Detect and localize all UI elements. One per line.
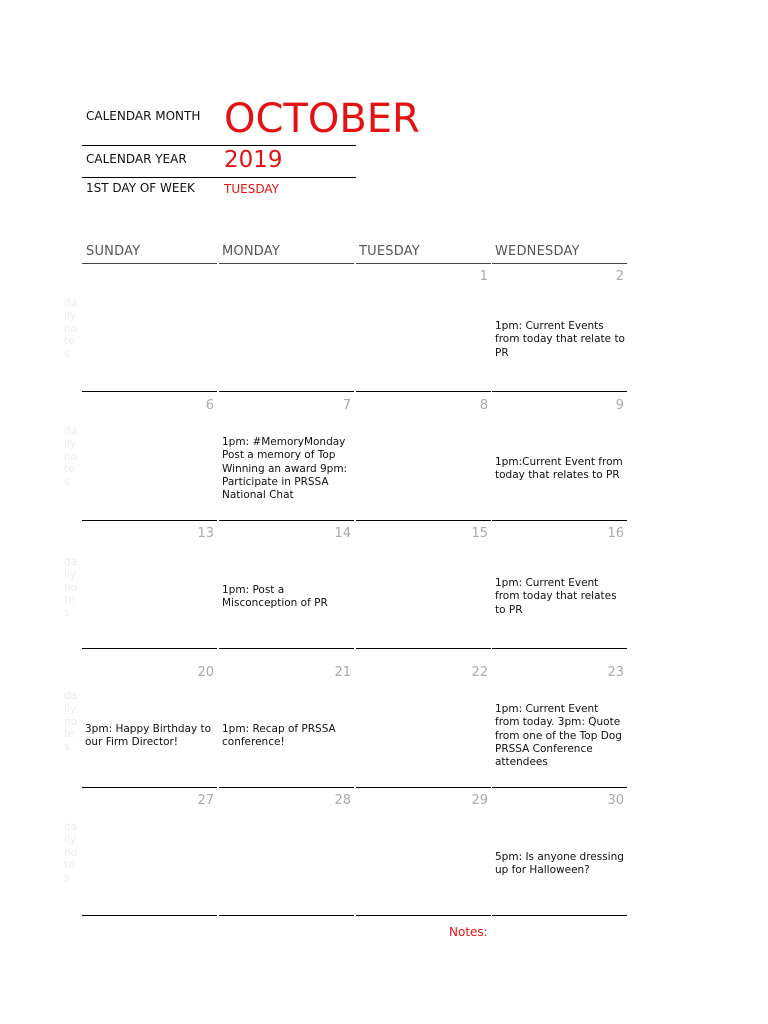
day-number: 15 — [471, 526, 488, 541]
cell-bottom-border — [492, 648, 627, 649]
first-day-of-week-label: 1ST DAY OF WEEK — [86, 181, 195, 195]
day-number: 7 — [342, 398, 351, 413]
calendar-day-cell[interactable] — [82, 264, 217, 392]
cell-bottom-border — [356, 915, 491, 916]
day-number: 8 — [479, 398, 488, 413]
day-number: 27 — [197, 793, 214, 808]
day-number: 22 — [471, 665, 488, 680]
notes-label: Notes: — [449, 925, 488, 939]
calendar-day-cell[interactable] — [219, 660, 354, 788]
day-header-2: TUESDAY — [359, 244, 420, 259]
event-text: 1pm:Current Event from today that relates to PR — [495, 456, 623, 482]
event-text: 1pm: Recap of PRSSA conference! — [222, 723, 336, 749]
calendar-month-value: OCTOBER — [224, 96, 420, 142]
calendar-day-cell[interactable] — [219, 393, 354, 521]
day-number: 20 — [197, 665, 214, 680]
day-number: 9 — [615, 398, 624, 413]
day-header-0: SUNDAY — [86, 244, 141, 259]
day-number: 21 — [334, 665, 351, 680]
calendar-day-cell[interactable] — [492, 521, 627, 649]
cell-bottom-border — [492, 915, 627, 916]
calendar-day-cell[interactable] — [356, 521, 491, 649]
event-text: 1pm: Current Event from today. 3pm: Quote from one of the Top Dog PRSSA Conference attendees — [495, 703, 622, 769]
calendar-day-cell[interactable] — [82, 393, 217, 521]
cell-bottom-border — [356, 391, 491, 392]
cell-bottom-border — [492, 391, 627, 392]
calendar-day-cell[interactable] — [219, 788, 354, 916]
calendar-day-cell[interactable] — [492, 393, 627, 521]
header-divider — [82, 177, 356, 178]
day-number: 2 — [615, 269, 624, 284]
cell-bottom-border — [219, 915, 354, 916]
header-divider — [82, 145, 356, 146]
event-text: 3pm: Happy Birthday to our Firm Director! — [85, 723, 212, 749]
day-header-1: MONDAY — [222, 244, 280, 259]
day-number: 16 — [607, 526, 624, 541]
calendar-day-cell[interactable] — [356, 393, 491, 521]
day-number: 28 — [334, 793, 351, 808]
daily-notes-side-label: daily notes — [64, 821, 78, 885]
calendar-day-cell[interactable] — [492, 660, 627, 788]
cell-bottom-border — [219, 391, 354, 392]
calendar-day-cell[interactable] — [356, 660, 491, 788]
calendar-day-cell[interactable] — [356, 788, 491, 916]
calendar-day-cell[interactable] — [82, 521, 217, 649]
daily-notes-side-label: daily notes — [64, 425, 78, 489]
calendar-day-cell[interactable] — [219, 521, 354, 649]
cell-bottom-border — [82, 915, 217, 916]
calendar-month-label: CALENDAR MONTH — [86, 109, 201, 123]
day-number: 1 — [479, 269, 488, 284]
calendar-day-cell[interactable] — [492, 788, 627, 916]
cell-bottom-border — [356, 648, 491, 649]
cell-bottom-border — [82, 391, 217, 392]
calendar-day-cell[interactable] — [82, 788, 217, 916]
event-text: 1pm: #MemoryMonday Post a memory of Top Winning an award 9pm: Participate in PRSSA National Chat — [222, 436, 348, 502]
event-text: 1pm: Current Event from today that relates to PR — [495, 577, 617, 616]
event-text: 5pm: Is anyone dressing up for Halloween? — [495, 851, 624, 877]
calendar-day-cell[interactable] — [219, 264, 354, 392]
daily-notes-side-label: daily notes — [64, 690, 78, 754]
event-text: 1pm: Post a Misconception of PR — [222, 584, 328, 610]
event-text: 1pm: Current Events from today that relate to PR — [495, 320, 625, 359]
day-number: 30 — [607, 793, 624, 808]
daily-notes-side-label: daily notes — [64, 297, 78, 361]
calendar-day-cell[interactable] — [356, 264, 491, 392]
calendar-day-cell[interactable] — [492, 264, 627, 392]
day-number: 29 — [471, 793, 488, 808]
day-number: 14 — [334, 526, 351, 541]
cell-bottom-border — [219, 648, 354, 649]
daily-notes-side-label: daily notes — [64, 556, 78, 620]
calendar-year-label: CALENDAR YEAR — [86, 152, 187, 166]
day-number: 13 — [197, 526, 214, 541]
calendar-day-cell[interactable] — [82, 660, 217, 788]
day-header-3: WEDNESDAY — [495, 244, 580, 259]
cell-bottom-border — [82, 648, 217, 649]
day-number: 23 — [607, 665, 624, 680]
day-number: 6 — [205, 398, 214, 413]
first-day-of-week-value: TUESDAY — [224, 182, 279, 196]
calendar-year-value: 2019 — [224, 147, 283, 173]
